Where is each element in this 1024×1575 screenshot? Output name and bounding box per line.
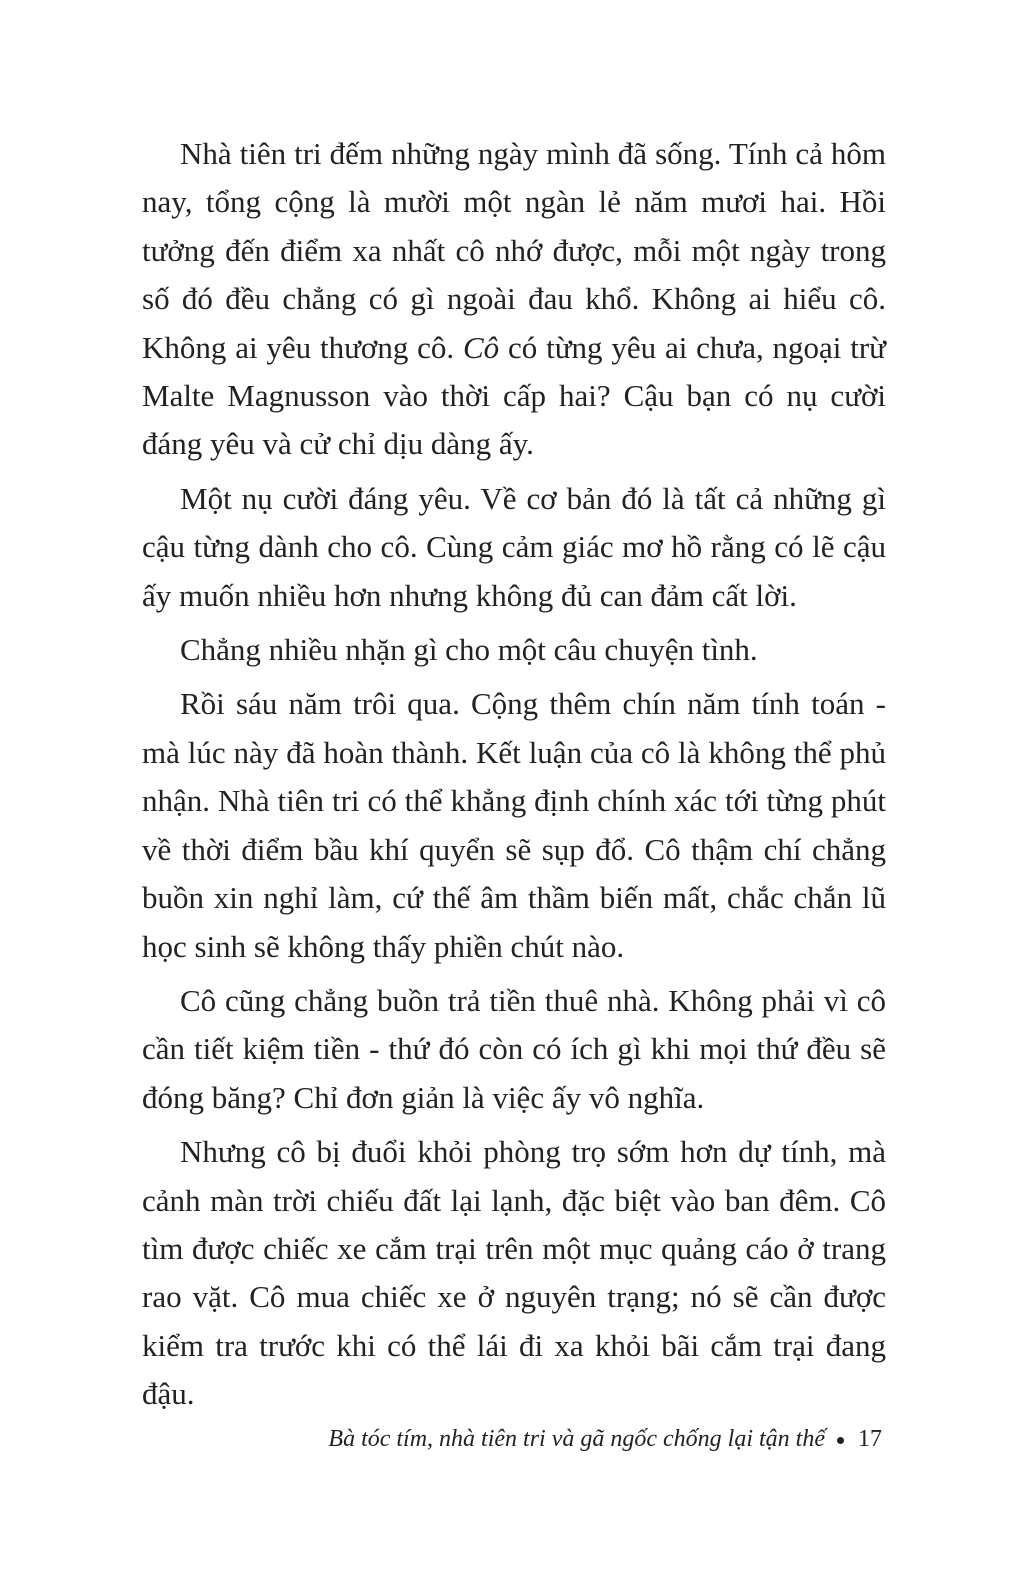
paragraph-1-emphasis: Cô xyxy=(463,329,500,365)
paragraph-2: Một nụ cười đáng yêu. Về cơ bản đó là tất cả những gì cậu từng dành cho cô. Cùng cảm giác mơ hồ rằng có lẽ cậu ấy muốn nhiều hơn nhưng không đủ can đảm cất lời. xyxy=(142,480,886,613)
page-body xyxy=(142,130,886,1425)
bullet-separator-icon xyxy=(837,1437,844,1444)
paragraph-3: Chẳng nhiều nhặn gì cho một câu chuyện tình. xyxy=(180,632,758,668)
paragraph-5: Cô cũng chẳng buồn trả tiền thuê nhà. Không phải vì cô cần tiết kiệm tiền - thứ đó còn có ích gì khi mọi thứ đều sẽ đóng băng? Chỉ đơn giản là việc ấy vô nghĩa. xyxy=(142,982,886,1115)
paragraph-4: Rồi sáu năm trôi qua. Cộng thêm chín năm tính toán - mà lúc này đã hoàn thành. Kết luận của cô là không thể phủ nhận. Nhà tiên tri có thể khẳng định chính xác tới từng phút về thời điểm bầu khí quyển sẽ sụp đổ. Cô thậm chí chẳng buồn xin nghỉ làm, cứ thế âm thầm biến mất, chắc chắn lũ học sinh sẽ không thấy phiền chút nào. xyxy=(142,686,886,964)
running-footer xyxy=(328,1426,882,1453)
paragraph-1-text-end: có từng yêu ai chưa, ngoại trừ Malte Magnusson vào thời cấp hai? Cậu bạn có nụ cười đáng yêu và cử chỉ dịu dàng ấy. xyxy=(142,329,886,462)
page-number: 17 xyxy=(858,1426,882,1452)
paragraph-6: Nhưng cô bị đuổi khỏi phòng trọ sớm hơn dự tính, mà cảnh màn trời chiếu đất lại lạnh, đặc biệt vào ban đêm. Cô tìm được chiếc xe cắm trại trên một mục quảng cáo ở trang rao vặt. Cô mua chiếc xe ở nguyên trạng; nó sẽ cần được kiểm tra trước khi có thể lái đi xa khỏi bãi cắm trại đang đậu. xyxy=(142,1134,886,1412)
paragraph-1-text-start: Nhà tiên tri đếm những ngày mình đã sống. Tính cả hôm nay, tổng cộng là mười một ngàn lẻ năm mươi hai. Hồi tưởng đến điểm xa nhất cô nhớ được, mỗi một ngày trong số đó đều chẳng có gì ngoài đau khổ. Không ai hiểu cô. Không ai yêu thương cô. xyxy=(142,136,886,365)
paragraph-1 xyxy=(142,130,886,469)
book-title: Bà tóc tím, nhà tiên tri và gã ngốc chống lại tận thế xyxy=(328,1426,825,1452)
